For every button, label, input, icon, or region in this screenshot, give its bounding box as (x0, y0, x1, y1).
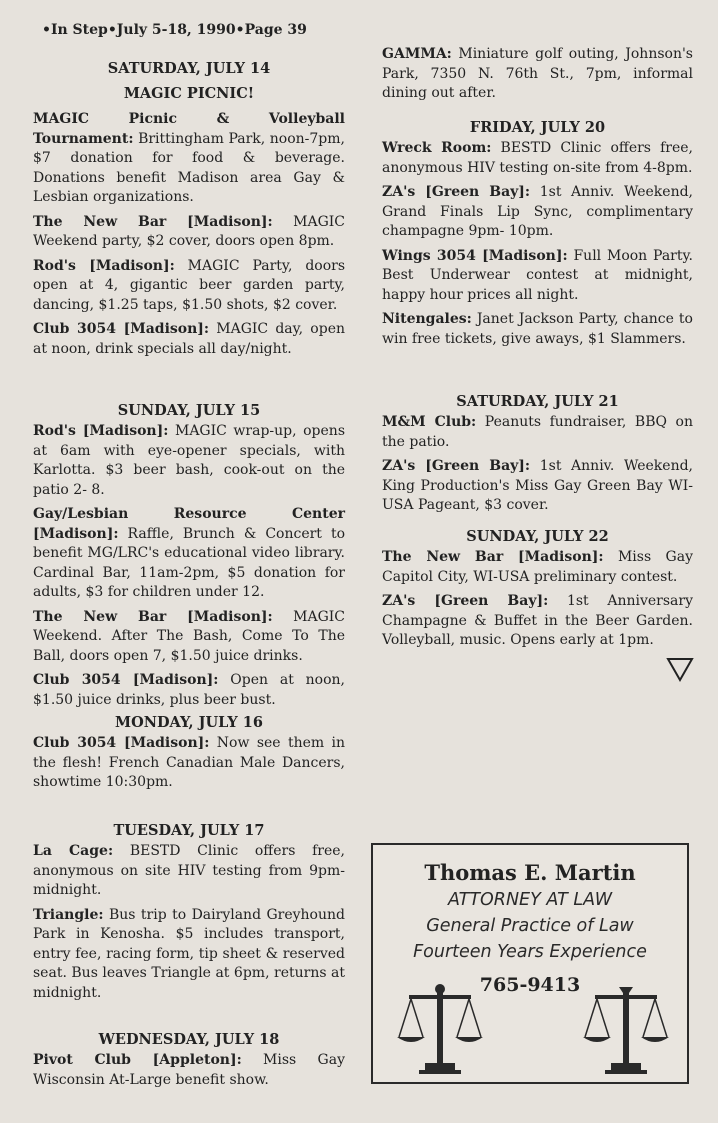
day-heading: TUESDAY, JULY 17 (113, 822, 265, 839)
scales-of-justice-icon (581, 983, 671, 1075)
section-sunday-july-22 (382, 528, 693, 656)
section-continued (382, 45, 693, 109)
listing: The New Bar [Madison]: Miss Gay Capitol City, WI-USA preliminary contest. (382, 549, 693, 585)
listing: Pivot Club [Appleton]: Miss Gay Wisconsin At-Large benefit show. (33, 1052, 345, 1088)
ad-title: ATTORNEY AT LAW (447, 890, 613, 910)
day-heading: SUNDAY, JULY 15 (117, 402, 261, 419)
day-heading: WEDNESDAY, JULY 18 (98, 1031, 280, 1048)
scales-of-justice-icon (395, 983, 485, 1075)
listing: M&M Club: Peanuts fundraiser, BBQ on the patio. (382, 414, 693, 450)
section-sunday-july-15 (33, 402, 345, 715)
listing: ZA's [Green Bay]: 1st Anniversary Champagne & Buffet in the Beer Garden. Volleyball, music. Opens early at 1pm. (382, 593, 694, 648)
section-monday-july-16 (33, 714, 345, 798)
listing: Club 3054 [Madison]: MAGIC day, open at noon, drink specials all day/night. (33, 321, 345, 357)
listing: MAGIC Picnic & Volleyball Tournament: Brittingham Park, noon-7pm, $7 donation for food & beverage. Donations benefit Madison area Gay & Lesbian organizations. (33, 111, 345, 205)
section-tuesday-july-17 (33, 822, 345, 1008)
listing: Nitengales: Janet Jackson Party, chance to win free tickets, give aways, $1 Slammers. (382, 311, 693, 347)
ad-name: Thomas E. Martin (424, 860, 636, 885)
ad-experience: Fourteen Years Experience (413, 942, 647, 962)
page-header: •In Step•July 5-18, 1990•Page 39 (42, 22, 307, 38)
subheading: MAGIC PICNIC! (123, 85, 255, 102)
listing: Club 3054 [Madison]: Open at noon, $1.50 juice drinks, plus beer bust. (33, 672, 345, 708)
ad-phone: 765-9413 (479, 974, 581, 996)
day-heading: SATURDAY, JULY 14 (107, 60, 271, 77)
listing: GAMMA: Miniature golf outing, Johnson's Park, 7350 N. 76th St., 7pm, informal dining out after. (382, 46, 693, 101)
triangle-down-icon (666, 657, 694, 683)
listing: Gay/Lesbian Resource Center [Madison]: Raffle, Brunch & Concert to benefit MG/LRC's educational video library. Cardinal Bar, 11am-2pm, $5 donation for adults, $3 for children under 12. (33, 506, 345, 600)
attorney-ad (371, 843, 689, 1084)
section-wednesday-july-18 (33, 1031, 345, 1095)
ad-practice: General Practice of Law (426, 916, 634, 936)
listing: La Cage: BESTD Clinic offers free, anonymous on site HIV testing from 9pm-midnight. (33, 843, 345, 898)
listing: Wreck Room: BESTD Clinic offers free, anonymous HIV testing on-site from 4-8pm. (382, 140, 693, 176)
listing: Club 3054 [Madison]: Now see them in the flesh! French Canadian Male Dancers, showtime 10:30pm. (33, 735, 345, 790)
listing: Rod's [Madison]: MAGIC wrap-up, opens at 6am with eye-opener specials, with Karlotta. $3 beer bash, cook-out on the patio 2- 8. (33, 423, 346, 498)
day-heading: SATURDAY, JULY 21 (456, 393, 619, 410)
section-friday-july-20 (382, 119, 693, 354)
listing: Wings 3054 [Madison]: Full Moon Party. Best Underwear contest at midnight, happy hour prices all night. (382, 247, 693, 303)
listing: The New Bar [Madison]: MAGIC Weekend party, $2 cover, doors open 8pm. (33, 213, 345, 249)
listing: Rod's [Madison]: MAGIC Party, doors open at 4, gigantic beer garden party, dancing, $1.25 taps, $1.50 shots, $2 cover. (33, 257, 346, 313)
listing: Triangle: Bus trip to Dairyland Greyhound Park in Kenosha. $5 includes transport, entry fee, racing form, tip sheet & reserved seat. Bus leaves Triangle at 6pm, returns at midnight. (33, 906, 345, 1001)
section-saturday-july-14 (33, 60, 345, 364)
day-heading: MONDAY, JULY 16 (115, 714, 263, 731)
listing: ZA's [Green Bay]: 1st Anniv. Weekend, Grand Finals Lip Sync, complimentary champagne 9pm- 10pm. (382, 184, 694, 239)
listing: The New Bar [Madison]: MAGIC Weekend. After The Bash, Come To The Ball, doors open 7, $1.50 juice drinks. (33, 608, 345, 664)
listing: ZA's [Green Bay]: 1st Anniv. Weekend, King Production's Miss Gay Green Bay WI-USA Pageant, $3 cover. (382, 458, 694, 513)
day-heading: FRIDAY, JULY 20 (469, 119, 606, 136)
section-saturday-july-21 (382, 393, 693, 521)
day-heading: SUNDAY, JULY 22 (466, 528, 609, 545)
